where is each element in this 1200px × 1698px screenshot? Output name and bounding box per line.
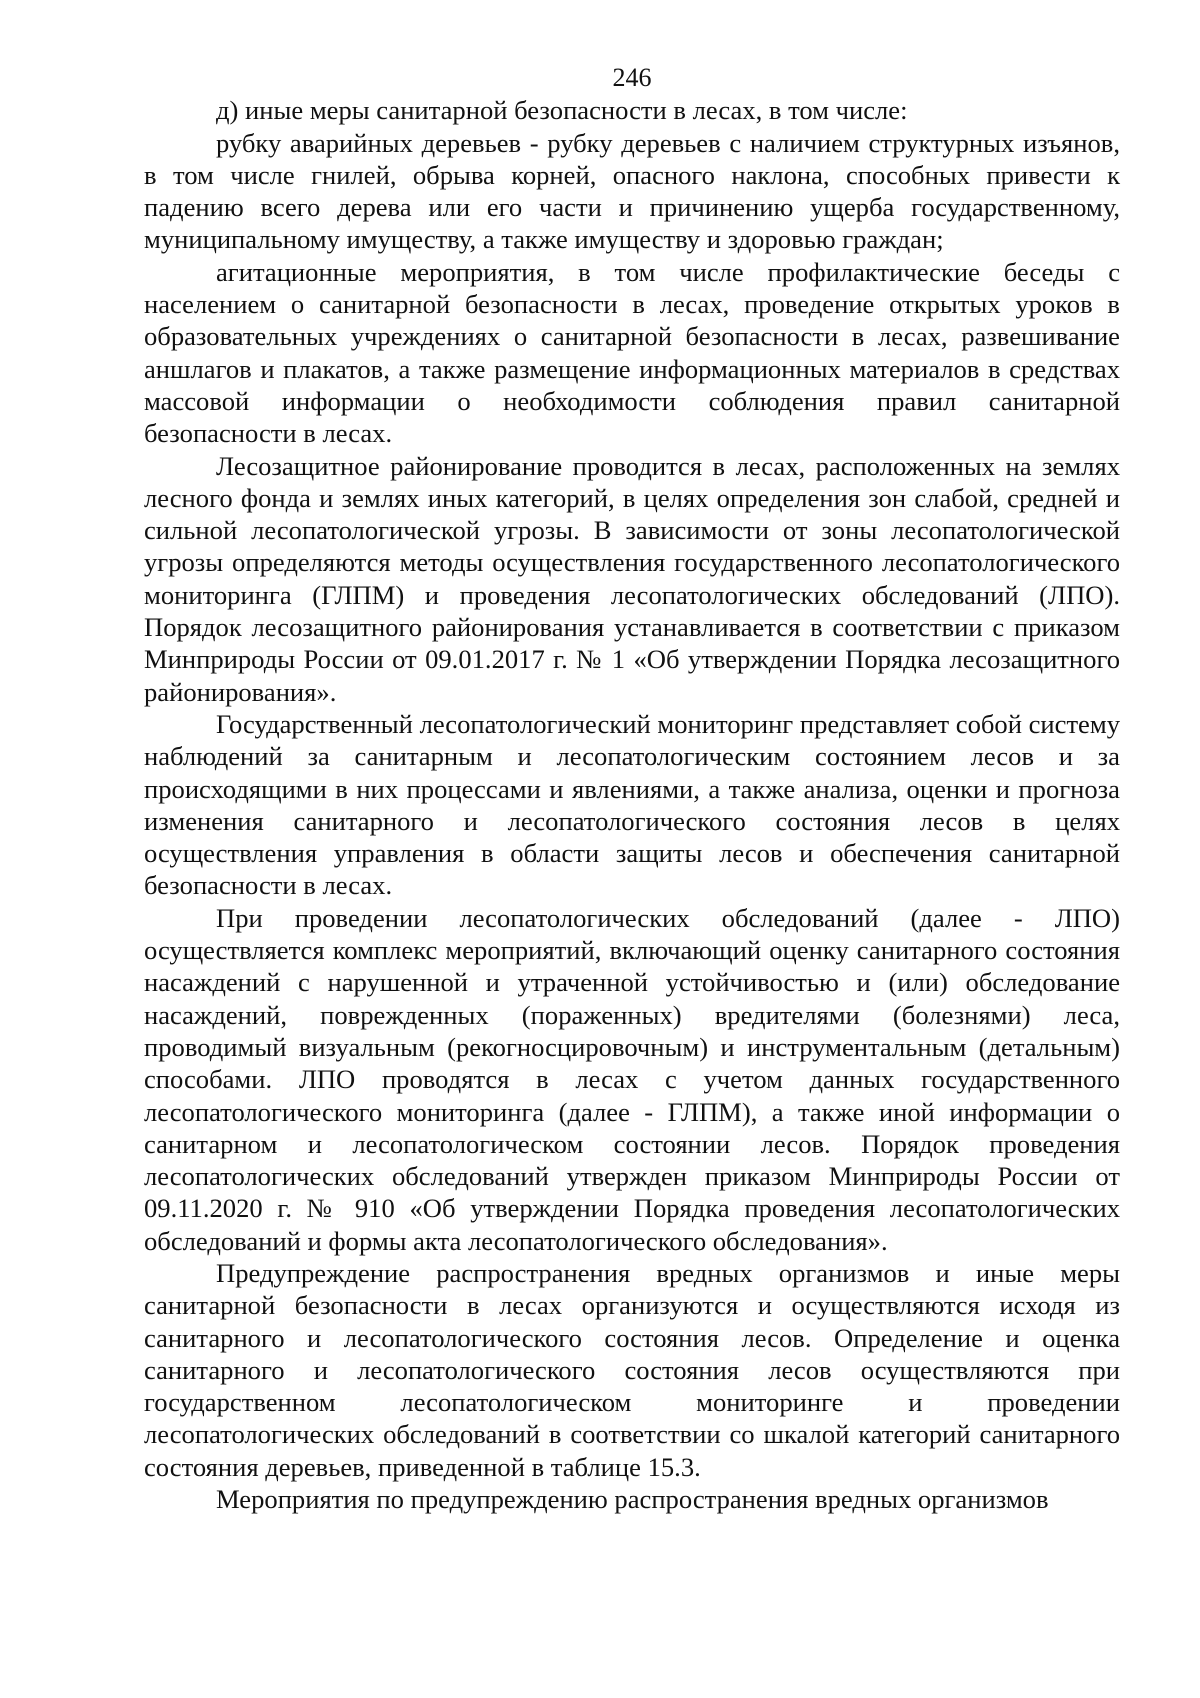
paragraph-hazard-tree-felling: рубку аварийных деревьев - рубку деревьев с наличием структурных изъянов, в том числе гнилей, обрыва корней, опасного наклона, способных привести к падению всего дерева или его части и причинению ущерба государственному, муниципальному имуществу, а также имуществу и здоровью граждан; <box>144 127 1120 255</box>
document-page <box>144 62 1120 1515</box>
paragraph-outreach-activities: агитационные мероприятия, в том числе профилактические беседы с населением о санитарной безопасности в лесах, проведение открытых уроков в образовательных учреждениях о санитарной безопасности в лесах, развешивание аншлагов и плакатов, а также размещение информационных материалов в средствах массовой информации о необходимости соблюдения правил санитарной безопасности в лесах. <box>144 256 1120 449</box>
paragraph-state-monitoring: Государственный лесопатологический мониторинг представляет собой систему наблюдений за санитарным и лесопатологическим состоянием лесов и за происходящими в них процессами и явлениями, а также анализа, оценки и прогноза изменения санитарного и лесопатологического состояния лесов в целях осуществления управления в области защиты лесов и обеспечения санитарной безопасности в лесах. <box>144 708 1120 901</box>
paragraph-forest-protection-zoning: Лесозащитное районирование проводится в лесах, расположенных на землях лесного фонда и землях иных категорий, в целях определения зон слабой, средней и сильной лесопатологической угрозы. В зависимости от зоны лесопатологической угрозы определяются методы осуществления государственного лесопатологического мониторинга (ГЛПМ) и проведения лесопатологических обследований (ЛПО). Порядок лесозащитного районирования устанавливается в соответствии с приказом Минприроды России от 09.01.2017 г. № 1 «Об утверждении Порядка лесозащитного районирования». <box>144 450 1120 707</box>
paragraph-pathology-surveys: При проведении лесопатологических обследований (далее - ЛПО) осуществляется комплекс мероприятий, включающий оценку санитарного состояния насаждений с нарушенной и утраченной устойчивостью и (или) обследование насаждений, поврежденных (пораженных) вредителями (болезнями) леса, проводимый визуальным (рекогносцировочным) и инструментальным (детальным) способами. ЛПО проводятся в лесах с учетом данных государственного лесопатологического мониторинга (далее - ГЛПМ), а также иной информации о санитарном и лесопатологическом состоянии лесов. Порядок проведения лесопатологических обследований утвержден приказом Минприроды России от 09.11.2020 г. № 910 «Об утверждении Порядка проведения лесопатологических обследований и формы акта лесопатологического обследования». <box>144 902 1120 1256</box>
paragraph-last-line: Мероприятия по предупреждению распространения вредных организмов <box>216 1484 1049 1515</box>
paragraph-prevention-measures: Предупреждение распространения вредных организмов и иные меры санитарной безопасности в лесах организуются и осуществляются исходя из санитарного и лесопатологического состояния лесов. Определение и оценка санитарного и лесопатологического состояния лесов осуществляются при государственном лесопатологическом мониторинге и проведении лесопатологических обследований в соответствии со шкалой категорий санитарного состояния деревьев, приведенной в таблице 15.3. <box>144 1257 1120 1482</box>
paragraph-other-measures-heading: д) иные меры санитарной безопасности в лесах, в том числе: <box>216 95 908 126</box>
page-number: 246 <box>612 63 652 92</box>
